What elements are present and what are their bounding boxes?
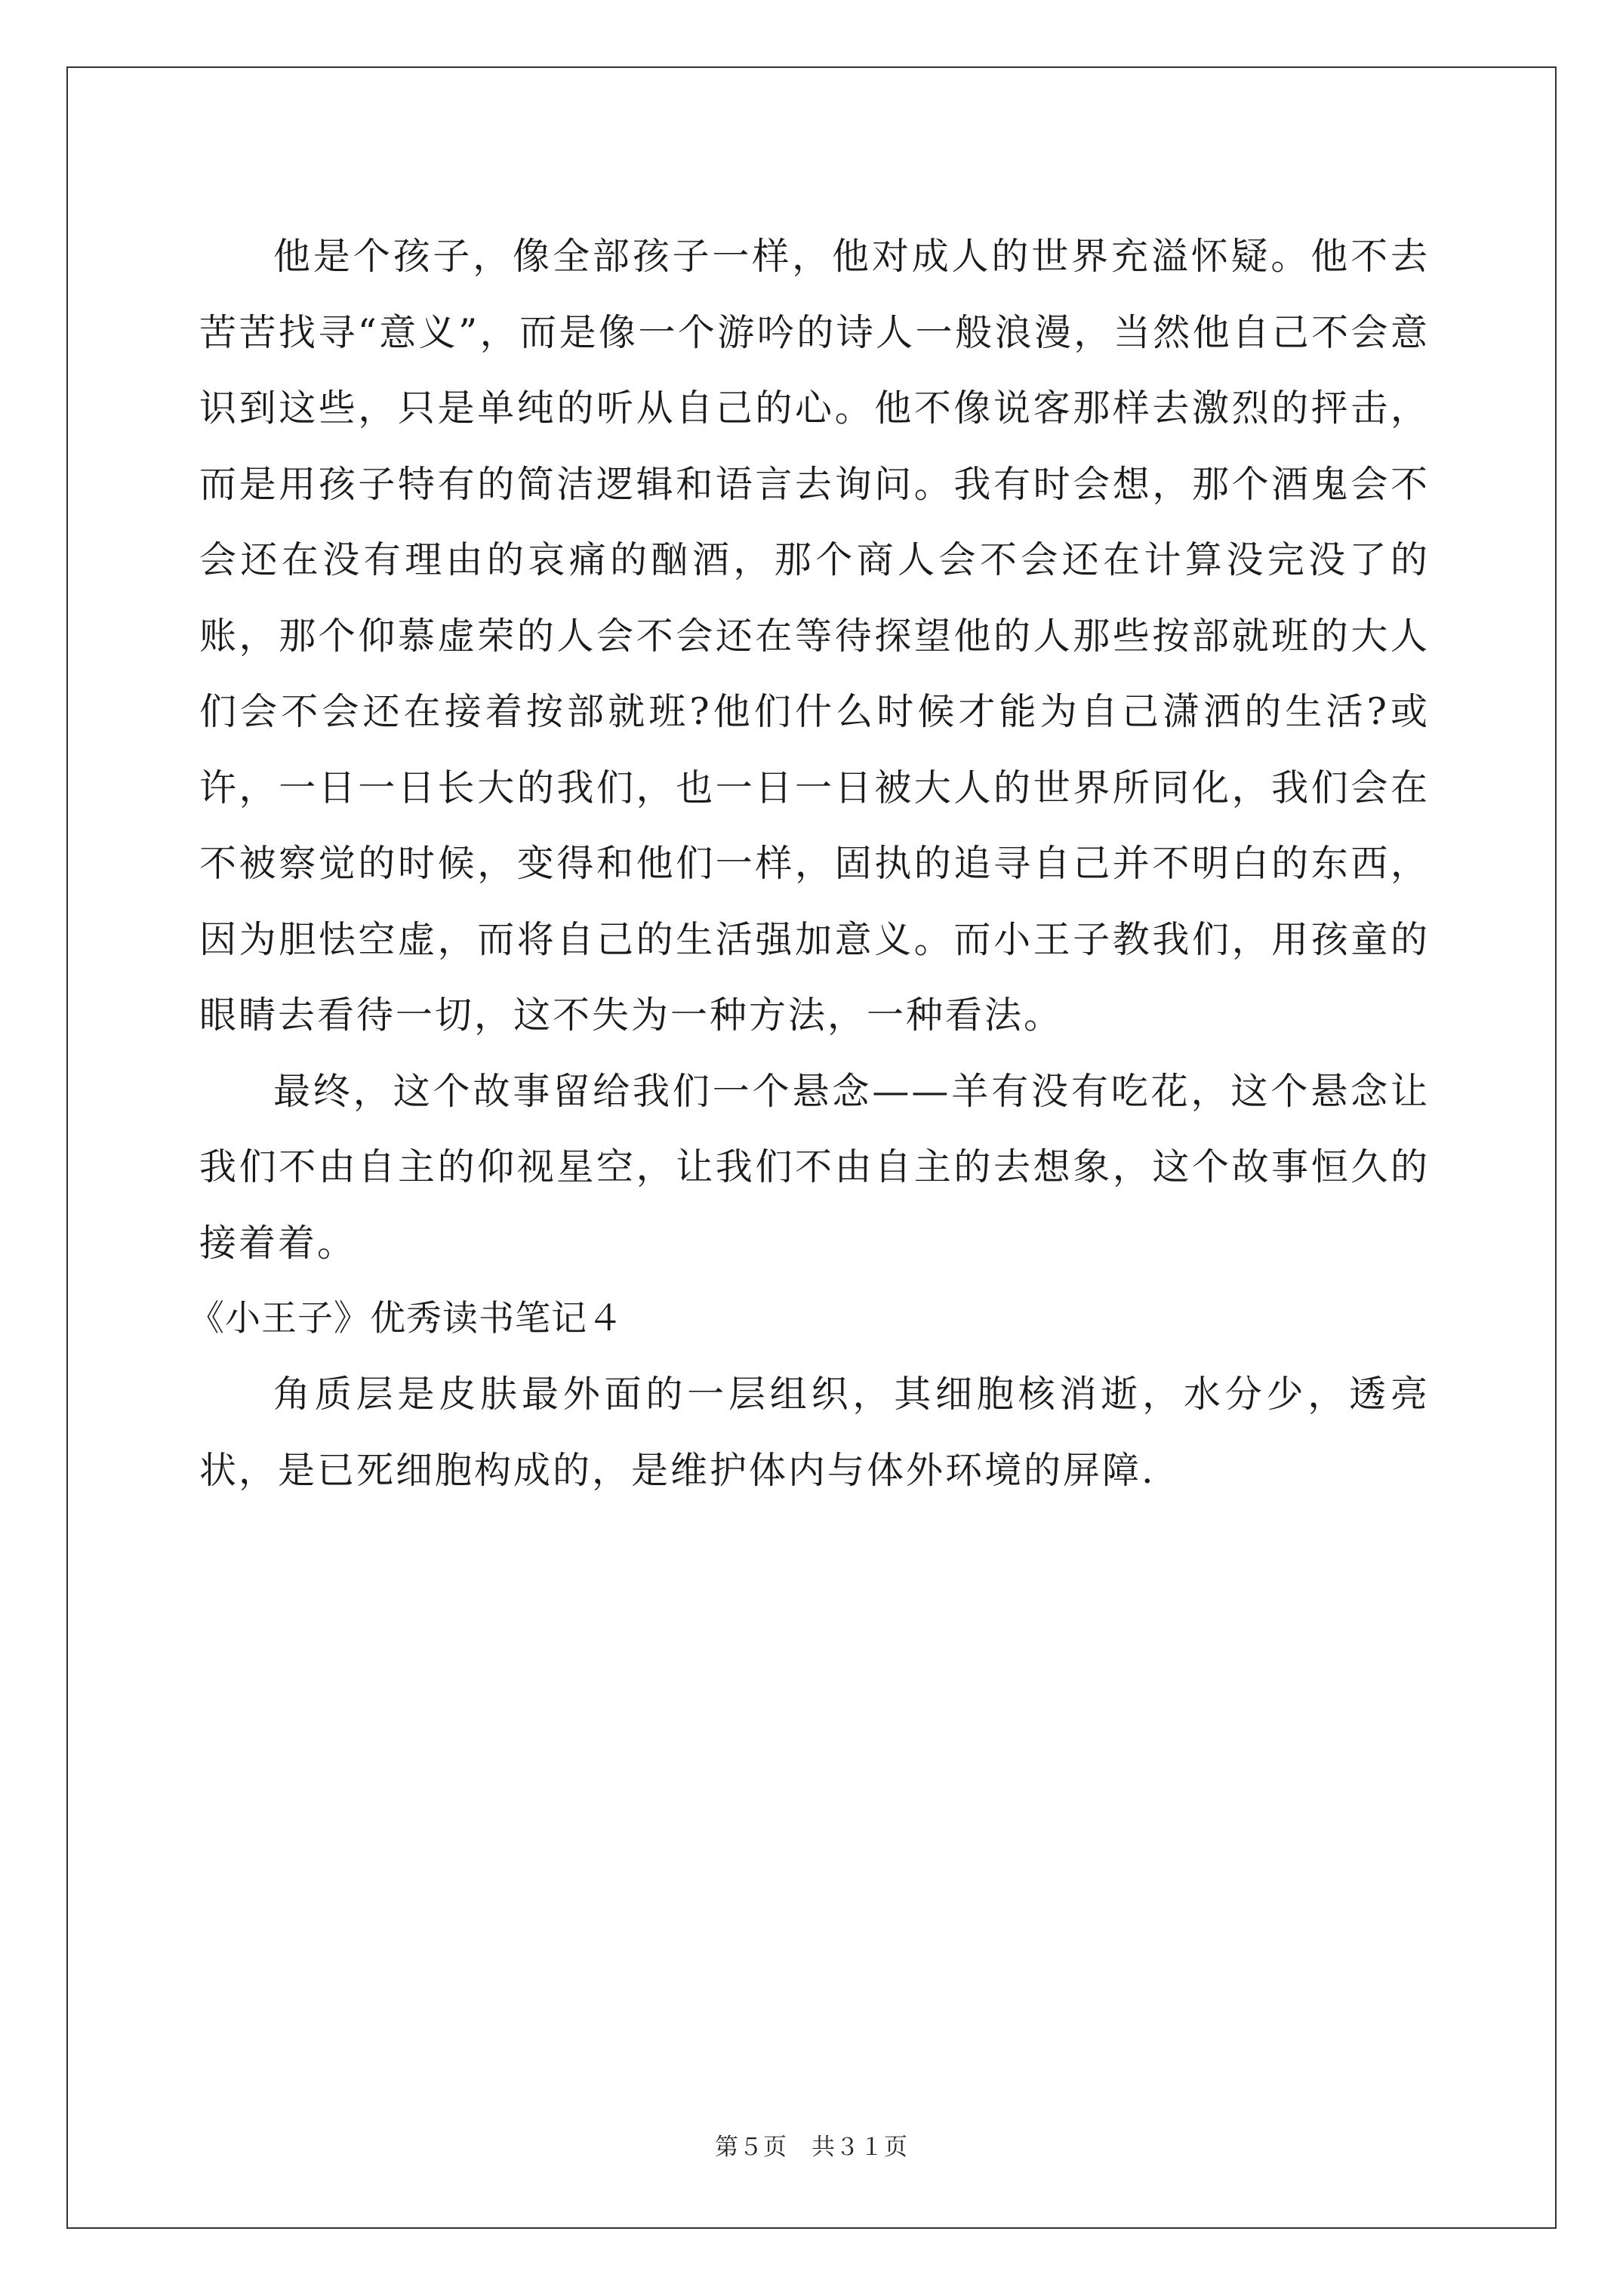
page-footer: 第５页 共３１页 <box>715 2134 908 2161</box>
paragraph-2: 最终，这个故事留给我们一个悬念——羊有没有吃花，这个悬念让我们不由自主的仰视星空，让我们不由自主的去想象，这个故事恒久的接着着。 <box>199 1069 1430 1265</box>
paragraph-3: 角质层是皮肤最外面的一层组织，其细胞核消逝，水分少，透亮状，是已死细胞构成的，是维护体内与体外环境的屏障. <box>199 1373 1430 1492</box>
paragraph-1: 他是个孩子，像全部孩子一样，他对成人的世界充溢怀疑。他不去苦苦找寻“意义”，而是像一个游吟的诗人一般浪漫，当然他自己不会意识到这些，只是单纯的听从自己的心。他不像说客那样去激烈的抨击，而是用孩子特有的简洁逻辑和语言去询问。我有时会想，那个酒鬼会不会还在没有理由的哀痛的酗酒，那个商人会不会还在计算没完没了的账，那个仰慕虚荣的人会不会还在等待探望他的人那些按部就班的大人们会不会还在接着按部就班?他们什么时候才能为自己潇洒的生活?或许，一日一日长大的我们，也一日一日被大人的世界所同化，我们会在不被察觉的时候，变得和他们一样，固执的追寻自己并不明白的东西，因为胆怯空虚，而将自己的生活强加意义。而小王子教我们，用孩童的眼睛去看待一切，这不失为一种方法，一种看法。 <box>199 235 1430 1037</box>
section-heading: 《小王子》优秀读书笔记４ <box>189 1298 624 1339</box>
document-body <box>189 219 1430 1509</box>
